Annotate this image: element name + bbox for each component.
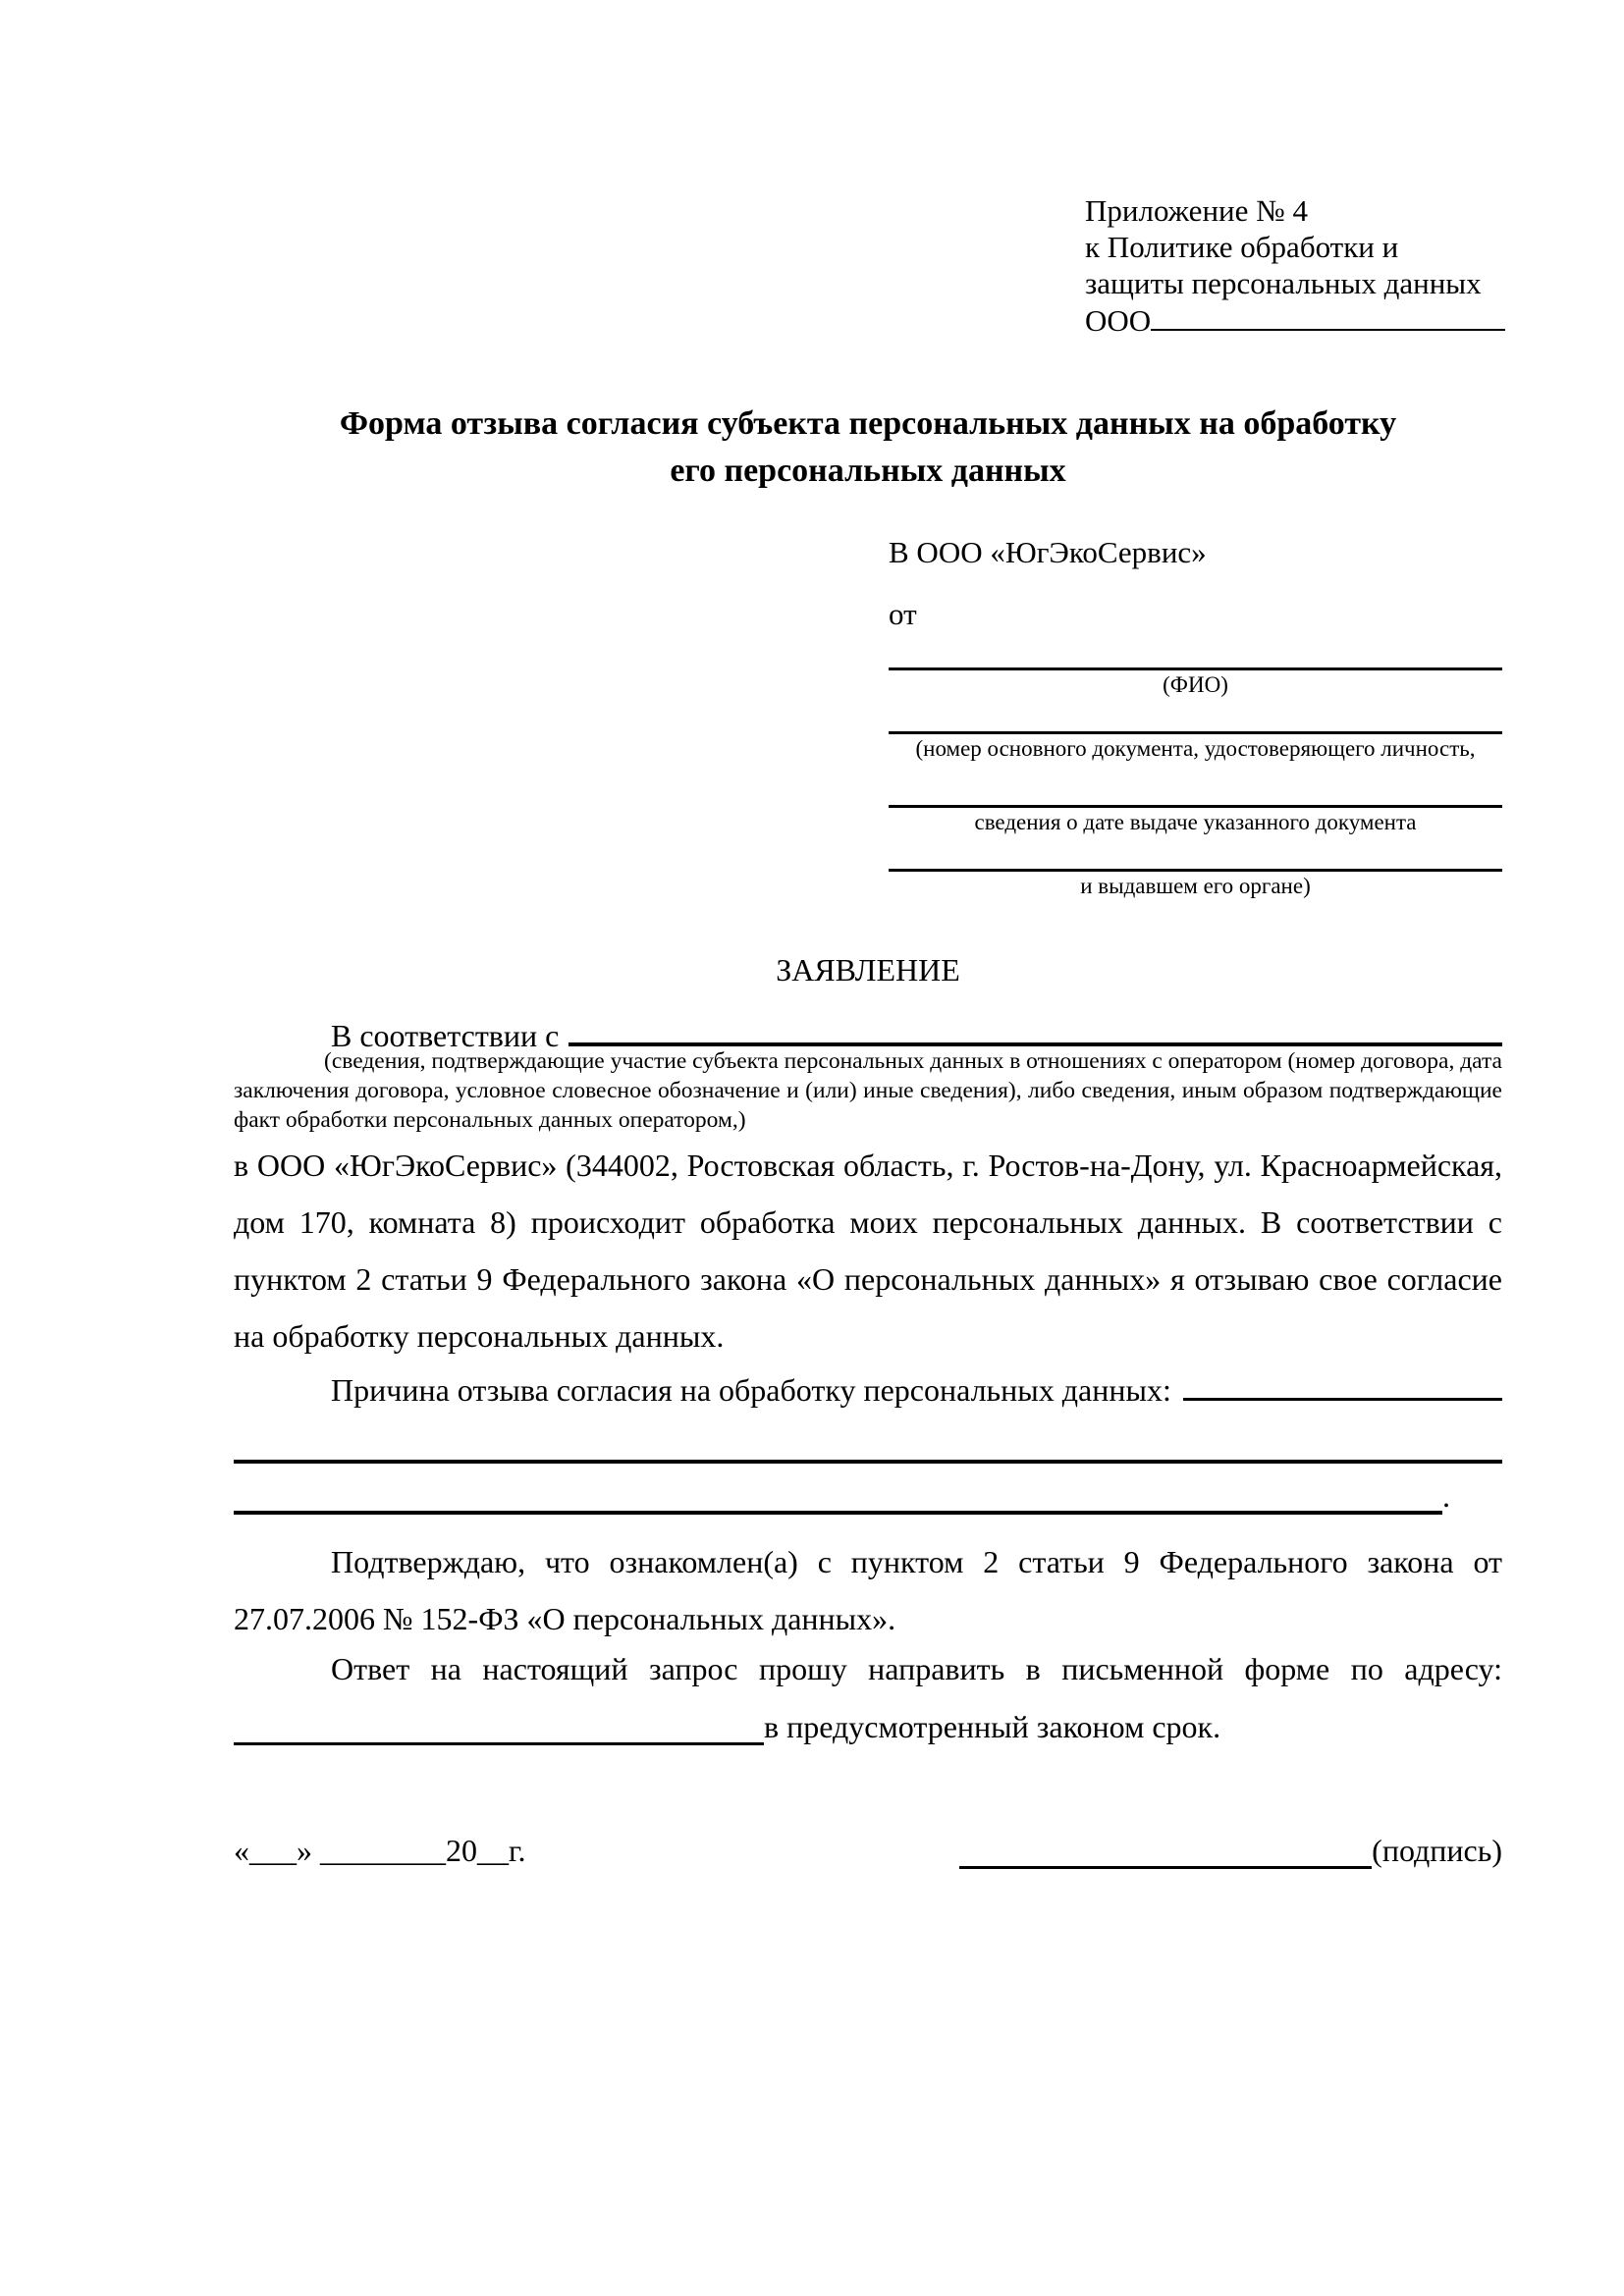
reason-prefix: Причина отзыва согласия на обработку персональных данных: bbox=[331, 1372, 1171, 1408]
appendix-line-1: Приложение № 4 bbox=[1085, 193, 1308, 228]
reason-line bbox=[234, 1362, 1502, 1406]
addressee-from-label: от bbox=[889, 597, 917, 631]
reason-blank-line-2 bbox=[234, 1425, 1502, 1464]
confirm-paragraph: Подтверждаю, что ознакомлен(а) с пунктом 2 статьи 9 Федерального закона от 27.07.2006 № 152-ФЗ «О персональных данных». bbox=[234, 1544, 1502, 1636]
organization-line bbox=[1085, 301, 1505, 339]
doc-number-blank-line bbox=[889, 700, 1502, 734]
signature-group bbox=[959, 1823, 1502, 1869]
document-title bbox=[234, 400, 1502, 495]
title-line-2: его персональных данных bbox=[670, 453, 1066, 489]
issue-date-blank-line bbox=[889, 774, 1502, 808]
footer-row bbox=[234, 1822, 1502, 1869]
body-paragraph: в ООО «ЮгЭкоСервис» (344002, Ростовская область, г. Ростов-на-Дону, ул. Красноармейская, дом 170, комната 8) происходит обработка моих персональных данных. В соответствии с пунктом 2 статьи 9 Федерального закона «О персональных данных» я отзываю свое согласие на обработку персональных данных. bbox=[234, 1148, 1502, 1354]
appendix-line-2: к Политике обработки и bbox=[1085, 230, 1399, 264]
doc-number-caption: (номер основного документа, удостоверяющего личность, bbox=[915, 736, 1476, 761]
date-line: «___» ________20__г. bbox=[234, 1833, 526, 1868]
signature-blank-line bbox=[959, 1823, 1372, 1869]
appendix-block bbox=[1085, 192, 1505, 339]
signature-caption: (подпись) bbox=[1372, 1833, 1502, 1868]
reply-prefix-line: Ответ на настоящий запрос прошу направить в письменной форме по адресу: bbox=[331, 1651, 1502, 1686]
fio-caption: (ФИО) bbox=[1163, 672, 1228, 697]
accordance-blank-line bbox=[568, 1009, 1502, 1046]
organization-prefix: ООО bbox=[1085, 303, 1152, 338]
issue-date-caption: сведения о дате выдаче указанного документа bbox=[974, 810, 1417, 834]
reason-blank-line-1 bbox=[1183, 1362, 1502, 1401]
reason-blank-line-3-row bbox=[234, 1480, 1502, 1515]
accordance-note: (сведения, подтверждающие участие субъекта персональных данных в отношениях с оператором (номер договора, дата заключения договора, условное словесное обозначение и (или) иные сведения), либо сведения, иным образом подтверждающие факт обработки персональных данных оператором,) bbox=[234, 1048, 1502, 1133]
reply-address-line bbox=[234, 1706, 1502, 1745]
fio-blank-line bbox=[889, 636, 1502, 670]
addressee-to: В ООО «ЮгЭкоСервис» bbox=[889, 535, 1207, 569]
reply-suffix: в предусмотренный законом срок. bbox=[764, 1709, 1221, 1744]
reply-address-blank-line bbox=[234, 1705, 764, 1745]
reason-trailing-period: . bbox=[1442, 1478, 1450, 1514]
statement-heading: ЗАЯВЛЕНИЕ bbox=[776, 952, 960, 988]
accordance-prefix: В соответствии с bbox=[331, 1018, 560, 1053]
reason-blank-line-3 bbox=[234, 1476, 1442, 1515]
issuer-blank-line bbox=[889, 837, 1502, 872]
appendix-line-3: защиты персональных данных bbox=[1085, 266, 1482, 300]
accordance-line bbox=[234, 1009, 1502, 1053]
issuer-caption: и выдавшем его органе) bbox=[1080, 874, 1311, 898]
title-line-1: Форма отзыва согласия субъекта персональных данных на обработку bbox=[339, 405, 1397, 442]
organization-blank-line bbox=[1151, 301, 1505, 331]
